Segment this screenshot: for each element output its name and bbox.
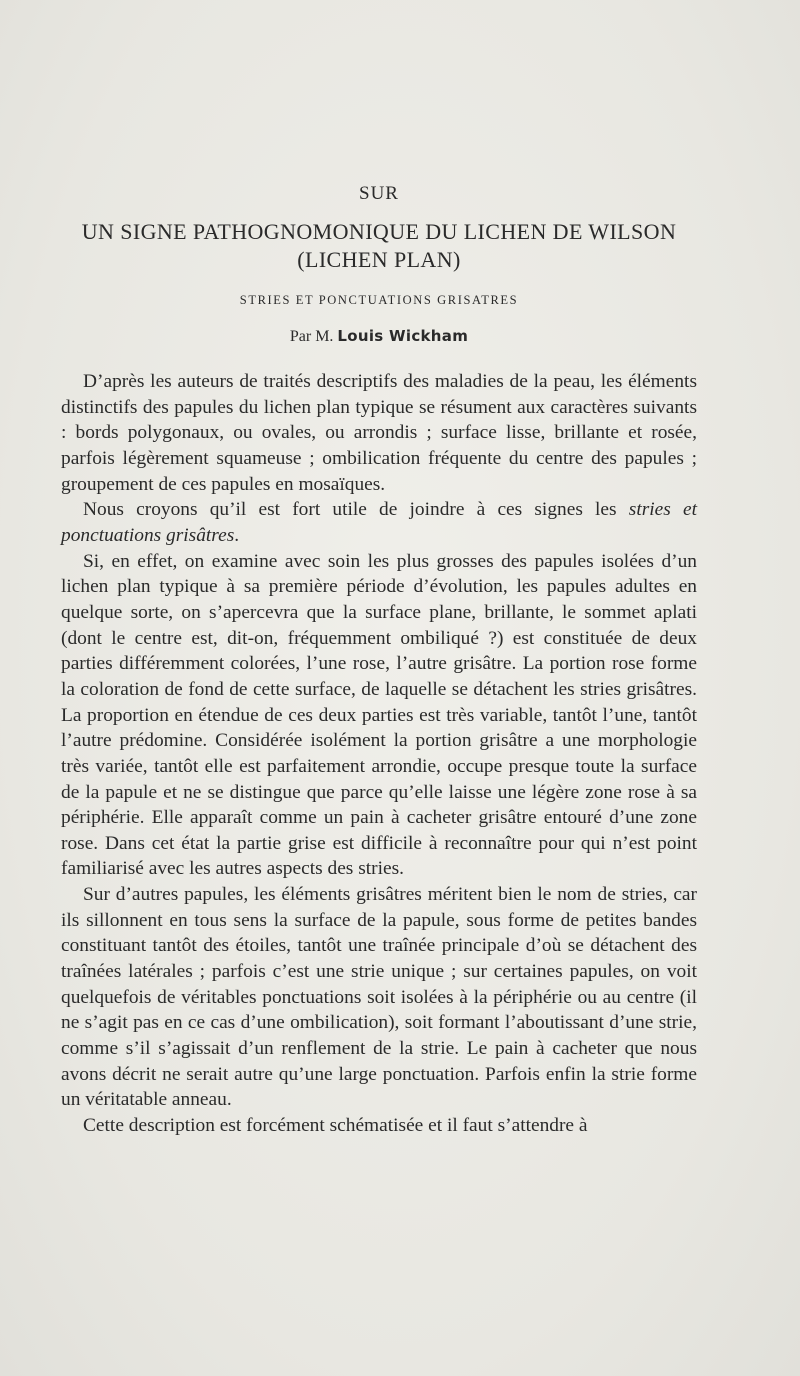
paragraph (61, 497, 697, 548)
paragraph: Si, en effet, on examine avec soin les plus grosses des papules isolées d’un lichen plan typique à sa première période d’évolution, les papules adultes en quelque sorte, on s’apercevra que la surface plane, brillante, le sommet aplati (dont le centre est, dit-on, fréquemment ombiliqué ?) est constituée de deux parties différemment colorées, l’une rose, l’autre grisâtre. La portion rose forme la coloration de fond de cette surface, de laquelle se détachent les stries grisâtres. La proportion en étendue de ces deux parties est très variable, tantôt l’une, tantôt l’autre prédomine. Considérée isolément la portion grisâtre a une morphologie très variée, tantôt elle est parfaitement arrondie, occupe presque toute la surface de la papule et ne se distingue que parce qu’elle laisse une légère zone rose à sa périphérie. Elle apparaît comme un pain à cacheter grisâtre entouré d’une zone rose. Dans cet état la partie grise est difficile à reconnaître pour qui n’est point familiarisé avec les autres aspects des stries. (61, 550, 697, 880)
article-title: UN SIGNE PATHOGNOMONIQUE DU LICHEN DE WILSON (81, 219, 677, 244)
article-title-parenthetical: (LICHEN PLAN) (297, 247, 461, 272)
paragraph: Cette description est forcément schématisée et il faut s’attendre à (83, 1115, 588, 1137)
article-supertitle: SUR (359, 183, 399, 204)
paragraph-emphasis: stries et ponctuations grisâtres (61, 499, 697, 546)
article-body (61, 369, 697, 1139)
paragraph: Sur d’autres papules, les éléments grisâtres méritent bien le nom de stries, car ils sillonnent en tous sens la surface de la papule, sous forme de petites bandes constituant tantôt des étoiles, tantôt une traînée principale d’où se détachent des traînées latérales ; parfois c’est une strie unique ; sur certaines papules, on voit quelquefois de véritables ponctuations soit isolées à la périphérie ou au centre (il ne s’agit pas en ce cas d’une ombilication), soit formant l’aboutissant d’une strie, comme s’il s’agissait d’un renflement de la strie. Le pain à cacheter que nous avons décrit ne serait autre qu’une large ponctuation. Parfois enfin la strie forme un véritatable anneau. (61, 884, 697, 1111)
byline (61, 326, 697, 347)
article-subtitle: STRIES ET PONCTUATIONS GRISATRES (239, 293, 519, 307)
paragraph: D’après les auteurs de traités descriptifs des maladies de la peau, les éléments distinctifs des papules du lichen plan typique se résument aux caractères suivants : bords polygonaux, ou ovales, ou arrondis ; surface lisse, brillante et rosée, parfois légèrement squameuse ; ombilication fréquente du centre des papules ; groupement de ces papules en mosaïques. (61, 371, 697, 495)
article (61, 182, 697, 1139)
paragraph-text: . (234, 524, 240, 546)
author-name: Louis Wickham (337, 327, 469, 345)
byline-prefix: Par M. (289, 328, 334, 345)
paragraph-text: Nous croyons qu’il est fort utile de joindre à ces signes les (83, 499, 629, 521)
